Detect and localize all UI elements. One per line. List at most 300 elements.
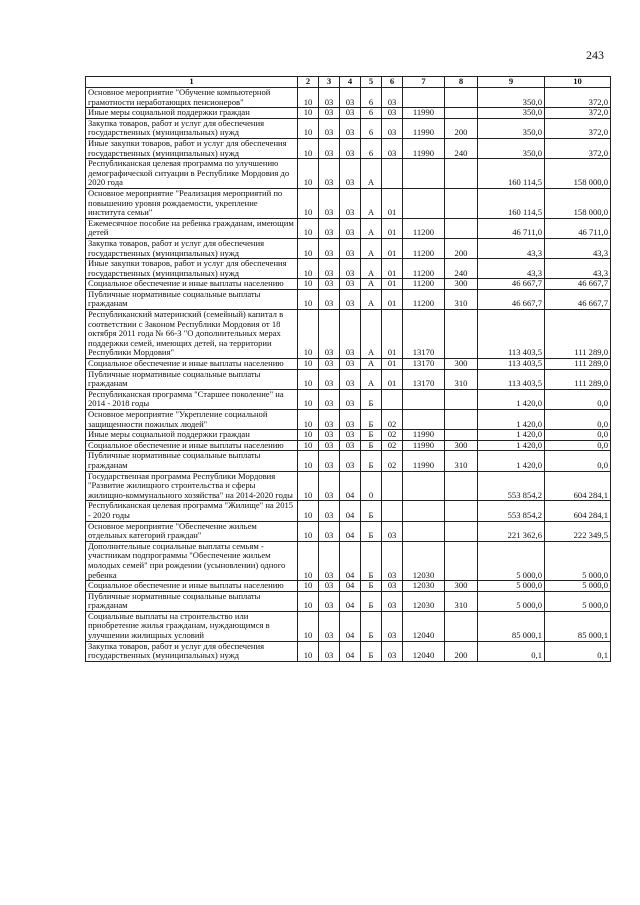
expense-type-cell <box>445 310 478 359</box>
event-cell: 02 <box>382 451 403 471</box>
row-name-cell: Основное мероприятие "Обучение компьютерной грамотности неработающих пенсионеров" <box>86 88 298 108</box>
expense-type-cell: 310 <box>445 451 478 471</box>
amount-year2-cell: 0,0 <box>545 440 611 451</box>
table-row <box>86 641 611 661</box>
section-cell: 10 <box>298 259 319 279</box>
subprogram-cell: Б <box>361 541 382 580</box>
subprogram-cell: А <box>361 259 382 279</box>
table-body <box>86 88 611 662</box>
subsection-cell: 03 <box>319 118 340 138</box>
table-row <box>86 440 611 451</box>
row-name-cell: Республиканский материнский (семейный) капитал в соответствии с Законом Республики Мордовия от 18 октября 2011 года № 66-З "О дополнительных мерах поддержки семей, имеющих детей, на территории Республики Мордовия" <box>86 310 298 359</box>
program-cell: 03 <box>340 108 361 119</box>
table-row <box>86 581 611 592</box>
table-row <box>86 88 611 108</box>
event-cell: 01 <box>382 238 403 258</box>
amount-year1-cell: 113 403,5 <box>478 310 545 359</box>
row-name-cell: Социальное обеспечение и иные выплаты населению <box>86 359 298 370</box>
column-header: 9 <box>478 77 545 88</box>
subprogram-cell: 6 <box>361 108 382 119</box>
subsection-cell: 03 <box>319 581 340 592</box>
table-row <box>86 541 611 580</box>
row-name-cell: Республиканская целевая программа по улучшению демографической ситуации в Республике Мордовия до 2020 года <box>86 159 298 189</box>
column-header: 5 <box>361 77 382 88</box>
section-cell: 10 <box>298 430 319 441</box>
direction-cell <box>403 159 445 189</box>
program-cell: 04 <box>340 471 361 501</box>
row-name-cell: Республиканская целевая программа "Жилище" на 2015 - 2020 годы <box>86 501 298 521</box>
subsection-cell: 03 <box>319 289 340 309</box>
amount-year1-cell: 1 420,0 <box>478 440 545 451</box>
table-row <box>86 238 611 258</box>
row-name-cell: Публичные нормативные социальные выплаты гражданам <box>86 591 298 611</box>
subsection-cell: 03 <box>319 451 340 471</box>
subprogram-cell: А <box>361 238 382 258</box>
direction-cell: 11990 <box>403 138 445 158</box>
event-cell <box>382 471 403 501</box>
direction-cell: 12030 <box>403 541 445 580</box>
table-row <box>86 188 611 218</box>
amount-year1-cell: 113 403,5 <box>478 359 545 370</box>
subsection-cell: 03 <box>319 310 340 359</box>
row-name-cell: Основное мероприятие "Обеспечение жильем отдельных категорий граждан" <box>86 521 298 541</box>
expense-type-cell: 240 <box>445 138 478 158</box>
event-cell: 01 <box>382 310 403 359</box>
direction-cell: 11990 <box>403 430 445 441</box>
section-cell: 10 <box>298 501 319 521</box>
expense-type-cell: 300 <box>445 440 478 451</box>
row-name-cell: Государственная программа Республики Мордовия "Развитие жилищного строительства и сферы жилищно-коммунального хозяйства" на 2014-2020 годы <box>86 471 298 501</box>
amount-year1-cell: 1 420,0 <box>478 430 545 441</box>
amount-year2-cell: 85 000,1 <box>545 611 611 641</box>
expense-type-cell <box>445 108 478 119</box>
amount-year2-cell: 158 000,0 <box>545 188 611 218</box>
row-name-cell: Публичные нормативные социальные выплаты гражданам <box>86 369 298 389</box>
subprogram-cell: Б <box>361 410 382 430</box>
event-cell: 02 <box>382 430 403 441</box>
program-cell: 04 <box>340 581 361 592</box>
program-cell: 03 <box>340 389 361 409</box>
column-header: 10 <box>545 77 611 88</box>
amount-year1-cell: 1 420,0 <box>478 389 545 409</box>
subprogram-cell: А <box>361 369 382 389</box>
subprogram-cell: Б <box>361 521 382 541</box>
subsection-cell: 03 <box>319 541 340 580</box>
amount-year2-cell: 158 000,0 <box>545 159 611 189</box>
program-cell: 03 <box>340 359 361 370</box>
program-cell: 03 <box>340 259 361 279</box>
table-row <box>86 279 611 290</box>
expense-type-cell <box>445 541 478 580</box>
direction-cell: 12040 <box>403 641 445 661</box>
direction-cell <box>403 188 445 218</box>
direction-cell: 11200 <box>403 259 445 279</box>
expense-type-cell: 200 <box>445 238 478 258</box>
event-cell: 03 <box>382 581 403 592</box>
amount-year2-cell: 111 289,0 <box>545 310 611 359</box>
row-name-cell: Иные меры социальной поддержки граждан <box>86 108 298 119</box>
event-cell: 01 <box>382 359 403 370</box>
expense-type-cell: 310 <box>445 369 478 389</box>
program-cell: 04 <box>340 501 361 521</box>
amount-year1-cell: 46 667,7 <box>478 289 545 309</box>
section-cell: 10 <box>298 188 319 218</box>
program-cell: 03 <box>340 289 361 309</box>
direction-cell <box>403 88 445 108</box>
subsection-cell: 03 <box>319 108 340 119</box>
section-cell: 10 <box>298 369 319 389</box>
program-cell: 04 <box>340 591 361 611</box>
direction-cell <box>403 471 445 501</box>
program-cell: 03 <box>340 440 361 451</box>
direction-cell: 11200 <box>403 238 445 258</box>
subprogram-cell: 6 <box>361 118 382 138</box>
program-cell: 04 <box>340 611 361 641</box>
page-number: 243 <box>586 48 604 62</box>
table-row <box>86 591 611 611</box>
subsection-cell: 03 <box>319 238 340 258</box>
event-cell: 01 <box>382 279 403 290</box>
subsection-cell: 03 <box>319 188 340 218</box>
column-header: 2 <box>298 77 319 88</box>
expense-type-cell: 300 <box>445 581 478 592</box>
expense-type-cell: 300 <box>445 279 478 290</box>
column-header: 1 <box>86 77 298 88</box>
table-row <box>86 259 611 279</box>
section-cell: 10 <box>298 440 319 451</box>
expense-type-cell <box>445 521 478 541</box>
section-cell: 10 <box>298 138 319 158</box>
row-name-cell: Социальные выплаты на строительство или приобретение жилья гражданам, нуждающимся в улучшении жилищных условий <box>86 611 298 641</box>
expense-type-cell <box>445 430 478 441</box>
section-cell: 10 <box>298 641 319 661</box>
direction-cell: 11200 <box>403 289 445 309</box>
row-name-cell: Ежемесячное пособие на ребенка гражданам, имеющим детей <box>86 218 298 238</box>
table-row <box>86 501 611 521</box>
subsection-cell: 03 <box>319 611 340 641</box>
direction-cell: 11200 <box>403 279 445 290</box>
amount-year2-cell: 43,3 <box>545 259 611 279</box>
row-name-cell: Социальное обеспечение и иные выплаты населению <box>86 581 298 592</box>
section-cell: 10 <box>298 238 319 258</box>
subprogram-cell: Б <box>361 451 382 471</box>
subprogram-cell: 0 <box>361 471 382 501</box>
table-row <box>86 389 611 409</box>
section-cell: 10 <box>298 279 319 290</box>
amount-year2-cell: 604 284,1 <box>545 471 611 501</box>
program-cell: 03 <box>340 188 361 218</box>
program-cell: 03 <box>340 410 361 430</box>
event-cell: 03 <box>382 591 403 611</box>
amount-year1-cell: 0,1 <box>478 641 545 661</box>
event-cell: 03 <box>382 521 403 541</box>
amount-year2-cell: 46 667,7 <box>545 279 611 290</box>
subsection-cell: 03 <box>319 369 340 389</box>
table-row <box>86 108 611 119</box>
subsection-cell: 03 <box>319 279 340 290</box>
column-header: 3 <box>319 77 340 88</box>
amount-year1-cell: 43,3 <box>478 238 545 258</box>
amount-year2-cell: 372,0 <box>545 138 611 158</box>
program-cell: 03 <box>340 369 361 389</box>
expense-type-cell: 310 <box>445 289 478 309</box>
event-cell: 01 <box>382 218 403 238</box>
subsection-cell: 03 <box>319 389 340 409</box>
direction-cell: 11200 <box>403 218 445 238</box>
amount-year1-cell: 221 362,6 <box>478 521 545 541</box>
section-cell: 10 <box>298 541 319 580</box>
event-cell: 01 <box>382 369 403 389</box>
direction-cell: 13170 <box>403 369 445 389</box>
amount-year2-cell: 222 349,5 <box>545 521 611 541</box>
column-header: 6 <box>382 77 403 88</box>
subsection-cell: 03 <box>319 259 340 279</box>
row-name-cell: Закупка товаров, работ и услуг для обеспечения государственных (муниципальных) нужд <box>86 238 298 258</box>
subprogram-cell: Б <box>361 581 382 592</box>
subprogram-cell: 6 <box>361 88 382 108</box>
subprogram-cell: Б <box>361 591 382 611</box>
amount-year2-cell: 0,0 <box>545 451 611 471</box>
section-cell: 10 <box>298 451 319 471</box>
amount-year1-cell: 350,0 <box>478 88 545 108</box>
subsection-cell: 03 <box>319 88 340 108</box>
expense-type-cell <box>445 88 478 108</box>
amount-year2-cell: 372,0 <box>545 88 611 108</box>
amount-year2-cell: 5 000,0 <box>545 541 611 580</box>
amount-year2-cell: 0,0 <box>545 410 611 430</box>
subsection-cell: 03 <box>319 641 340 661</box>
subsection-cell: 03 <box>319 501 340 521</box>
section-cell: 10 <box>298 88 319 108</box>
budget-table <box>85 76 611 662</box>
amount-year2-cell: 43,3 <box>545 238 611 258</box>
event-cell: 03 <box>382 541 403 580</box>
event-cell: 01 <box>382 259 403 279</box>
amount-year1-cell: 160 114,5 <box>478 188 545 218</box>
event-cell: 02 <box>382 410 403 430</box>
event-cell: 03 <box>382 118 403 138</box>
section-cell: 10 <box>298 310 319 359</box>
row-name-cell: Основное мероприятие "Реализация мероприятий по повышению уровня рождаемости, укрепление института семьи" <box>86 188 298 218</box>
row-name-cell: Закупка товаров, работ и услуг для обеспечения государственных (муниципальных) нужд <box>86 118 298 138</box>
row-name-cell: Дополнительные социальные выплаты семьям - участникам подпрограммы "Обеспечение жильем молодых семей" при рождении (усыновлении) одного ребенка <box>86 541 298 580</box>
amount-year2-cell: 0,0 <box>545 430 611 441</box>
direction-cell <box>403 389 445 409</box>
direction-cell: 12030 <box>403 591 445 611</box>
program-cell: 03 <box>340 310 361 359</box>
subprogram-cell: А <box>361 279 382 290</box>
row-name-cell: Социальное обеспечение и иные выплаты населению <box>86 440 298 451</box>
table-row <box>86 430 611 441</box>
expense-type-cell: 310 <box>445 591 478 611</box>
direction-cell: 11990 <box>403 451 445 471</box>
amount-year1-cell: 46 711,0 <box>478 218 545 238</box>
table-row <box>86 138 611 158</box>
row-name-cell: Иные закупки товаров, работ и услуг для обеспечения государственных (муниципальных) нужд <box>86 138 298 158</box>
amount-year2-cell: 604 284,1 <box>545 501 611 521</box>
program-cell: 03 <box>340 279 361 290</box>
amount-year2-cell: 46 667,7 <box>545 289 611 309</box>
amount-year1-cell: 553 854,2 <box>478 471 545 501</box>
expense-type-cell <box>445 611 478 641</box>
section-cell: 10 <box>298 159 319 189</box>
amount-year2-cell: 0,0 <box>545 389 611 409</box>
table-row <box>86 218 611 238</box>
subsection-cell: 03 <box>319 159 340 189</box>
amount-year1-cell: 85 000,1 <box>478 611 545 641</box>
amount-year1-cell: 553 854,2 <box>478 501 545 521</box>
program-cell: 03 <box>340 159 361 189</box>
column-header: 8 <box>445 77 478 88</box>
section-cell: 10 <box>298 359 319 370</box>
event-cell: 03 <box>382 138 403 158</box>
amount-year1-cell: 113 403,5 <box>478 369 545 389</box>
direction-cell <box>403 521 445 541</box>
subprogram-cell: Б <box>361 501 382 521</box>
table-header-row <box>86 77 611 88</box>
direction-cell: 12030 <box>403 581 445 592</box>
amount-year1-cell: 160 114,5 <box>478 159 545 189</box>
row-name-cell: Республиканская программа "Старшее поколение" на 2014 - 2018 годы <box>86 389 298 409</box>
expense-type-cell: 200 <box>445 641 478 661</box>
row-name-cell: Иные меры социальной поддержки граждан <box>86 430 298 441</box>
subprogram-cell: А <box>361 159 382 189</box>
table-row <box>86 410 611 430</box>
program-cell: 04 <box>340 541 361 580</box>
event-cell <box>382 159 403 189</box>
subprogram-cell: А <box>361 218 382 238</box>
amount-year1-cell: 46 667,7 <box>478 279 545 290</box>
amount-year1-cell: 1 420,0 <box>478 451 545 471</box>
direction-cell: 11990 <box>403 118 445 138</box>
program-cell: 04 <box>340 521 361 541</box>
section-cell: 10 <box>298 471 319 501</box>
amount-year2-cell: 372,0 <box>545 118 611 138</box>
expense-type-cell: 300 <box>445 359 478 370</box>
event-cell <box>382 501 403 521</box>
amount-year1-cell: 1 420,0 <box>478 410 545 430</box>
expense-type-cell <box>445 410 478 430</box>
event-cell: 03 <box>382 611 403 641</box>
direction-cell: 12040 <box>403 611 445 641</box>
row-name-cell: Публичные нормативные социальные выплаты гражданам <box>86 451 298 471</box>
amount-year2-cell: 5 000,0 <box>545 581 611 592</box>
row-name-cell: Иные закупки товаров, работ и услуг для обеспечения государственных (муниципальных) нужд <box>86 259 298 279</box>
amount-year2-cell: 0,1 <box>545 641 611 661</box>
subprogram-cell: Б <box>361 641 382 661</box>
program-cell: 03 <box>340 238 361 258</box>
subsection-cell: 03 <box>319 521 340 541</box>
table-row <box>86 289 611 309</box>
program-cell: 03 <box>340 218 361 238</box>
section-cell: 10 <box>298 389 319 409</box>
amount-year1-cell: 5 000,0 <box>478 581 545 592</box>
expense-type-cell <box>445 471 478 501</box>
event-cell: 01 <box>382 289 403 309</box>
section-cell: 10 <box>298 611 319 641</box>
table-row <box>86 310 611 359</box>
subsection-cell: 03 <box>319 471 340 501</box>
column-header: 7 <box>403 77 445 88</box>
table-row <box>86 471 611 501</box>
section-cell: 10 <box>298 591 319 611</box>
amount-year1-cell: 43,3 <box>478 259 545 279</box>
expense-type-cell: 240 <box>445 259 478 279</box>
program-cell: 03 <box>340 138 361 158</box>
subprogram-cell: 6 <box>361 138 382 158</box>
direction-cell: 13170 <box>403 359 445 370</box>
section-cell: 10 <box>298 218 319 238</box>
amount-year2-cell: 111 289,0 <box>545 369 611 389</box>
subprogram-cell: А <box>361 359 382 370</box>
direction-cell: 11990 <box>403 440 445 451</box>
row-name-cell: Социальное обеспечение и иные выплаты населению <box>86 279 298 290</box>
direction-cell: 13170 <box>403 310 445 359</box>
program-cell: 03 <box>340 430 361 441</box>
event-cell <box>382 389 403 409</box>
subsection-cell: 03 <box>319 430 340 441</box>
program-cell: 03 <box>340 88 361 108</box>
table-row <box>86 611 611 641</box>
subsection-cell: 03 <box>319 359 340 370</box>
event-cell: 03 <box>382 641 403 661</box>
program-cell: 03 <box>340 451 361 471</box>
expense-type-cell <box>445 188 478 218</box>
subsection-cell: 03 <box>319 410 340 430</box>
section-cell: 10 <box>298 289 319 309</box>
amount-year2-cell: 111 289,0 <box>545 359 611 370</box>
table-row <box>86 521 611 541</box>
direction-cell: 11990 <box>403 108 445 119</box>
event-cell: 03 <box>382 88 403 108</box>
section-cell: 10 <box>298 581 319 592</box>
subsection-cell: 03 <box>319 440 340 451</box>
subprogram-cell: А <box>361 188 382 218</box>
amount-year1-cell: 350,0 <box>478 118 545 138</box>
column-header: 4 <box>340 77 361 88</box>
table-row <box>86 359 611 370</box>
event-cell: 02 <box>382 440 403 451</box>
direction-cell <box>403 410 445 430</box>
table-row <box>86 159 611 189</box>
expense-type-cell <box>445 159 478 189</box>
subprogram-cell: Б <box>361 430 382 441</box>
table-row <box>86 118 611 138</box>
direction-cell <box>403 501 445 521</box>
section-cell: 10 <box>298 521 319 541</box>
program-cell: 03 <box>340 118 361 138</box>
amount-year1-cell: 350,0 <box>478 108 545 119</box>
event-cell: 03 <box>382 108 403 119</box>
amount-year2-cell: 46 711,0 <box>545 218 611 238</box>
subsection-cell: 03 <box>319 591 340 611</box>
expense-type-cell <box>445 389 478 409</box>
subprogram-cell: А <box>361 310 382 359</box>
amount-year2-cell: 5 000,0 <box>545 591 611 611</box>
row-name-cell: Основное мероприятие "Укрепление социальной защищенности пожилых людей" <box>86 410 298 430</box>
row-name-cell: Публичные нормативные социальные выплаты гражданам <box>86 289 298 309</box>
amount-year1-cell: 5 000,0 <box>478 541 545 580</box>
event-cell: 01 <box>382 188 403 218</box>
section-cell: 10 <box>298 410 319 430</box>
table-row <box>86 451 611 471</box>
expense-type-cell <box>445 501 478 521</box>
subprogram-cell: Б <box>361 389 382 409</box>
section-cell: 10 <box>298 118 319 138</box>
expense-type-cell: 200 <box>445 118 478 138</box>
row-name-cell: Закупка товаров, работ и услуг для обеспечения государственных (муниципальных) нужд <box>86 641 298 661</box>
subprogram-cell: А <box>361 289 382 309</box>
